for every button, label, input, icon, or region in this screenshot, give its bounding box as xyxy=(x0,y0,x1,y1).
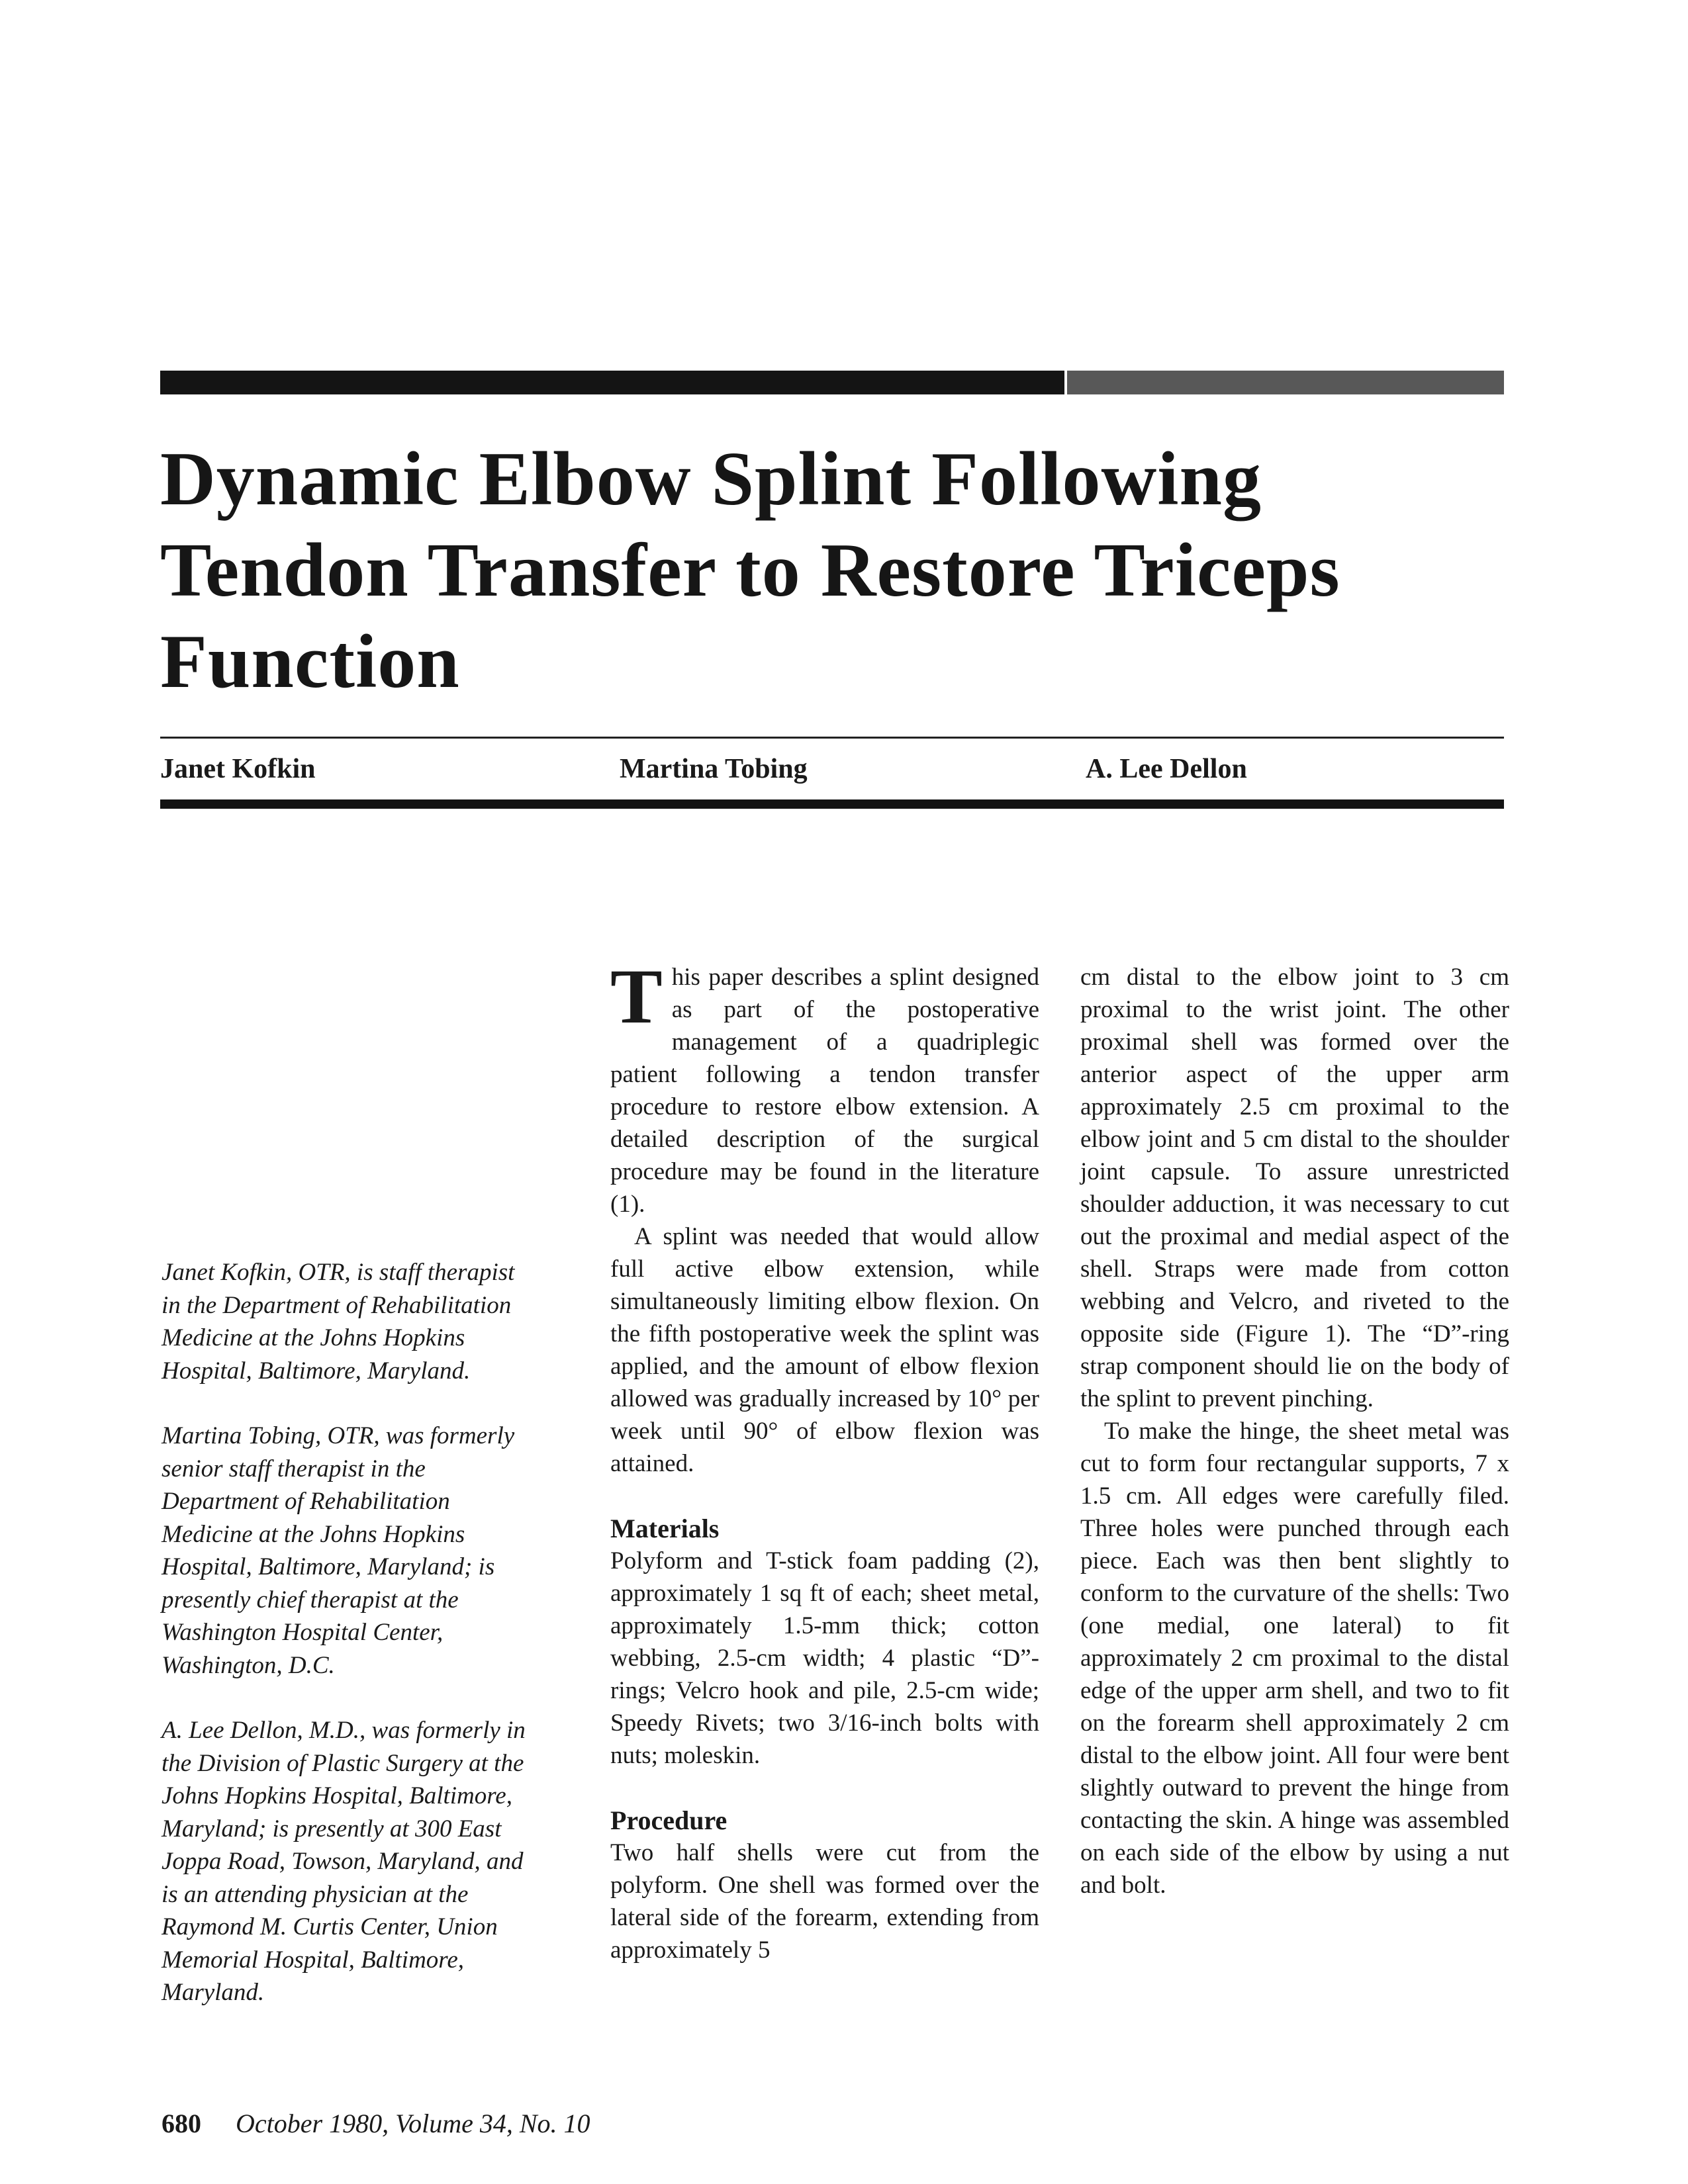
header-bar-grey-segment xyxy=(1067,371,1504,394)
author-line xyxy=(160,753,1504,786)
procedure-paragraph-2: To make the hinge, the sheet metal was cut to form four rectangular supports, 7 x 1.5 cm. All edges were carefully filed. Three holes were punched through each piece. Each was then bent slightly to conform to the curvature of the shells: Two (one medial, one lateral) to fit approximately 2 cm proximal to the distal edge of the upper arm shell, and two to fit on the forearm shell approximately 2 cm distal to the elbow joint. All four were bent slightly outward to prevent the hinge from contacting the skin. A hinge was assembled on each side of the elbow by using a nut and bolt. xyxy=(1080,1418,1509,1899)
page-footer xyxy=(162,2108,590,2139)
procedure-paragraph-start: Two half shells were cut from the polyform. One shell was formed over the lateral side of the forearm, extending from approximately 5 xyxy=(610,1839,1039,1964)
intro-text: his paper describes a splint designed as part of the postoperative management of a quadriplegic patient following a tendon transfer procedure to restore elbow extension. A detailed description of the surgical procedure may be found in the literature (1). xyxy=(610,964,1039,1218)
author-rule-bottom xyxy=(160,799,1504,809)
intro-paragraph xyxy=(610,953,1039,1220)
affiliation-note: A. Lee Dellon, M.D., was formerly in the Division of Plastic Surgery at the Johns Hopkins Hospital, Baltimore, Maryland; is presently at 300 East Joppa Road, Towson, Maryland, and is an attending physician at the Raymond M. Curtis Center, Union Memorial Hospital, Baltimore, Maryland. xyxy=(162,1717,526,2006)
affiliation-note: Janet Kofkin, OTR, is staff therapist in the Department of Rehabilitation Medicine at the Johns Hopkins Hospital, Baltimore, Maryland. xyxy=(162,1259,515,1385)
procedure-paragraph-continued: cm distal to the elbow joint to 3 cm proximal to the wrist joint. The other proximal shell was formed over the anterior aspect of the upper arm approximately 2.5 cm proximal to the elbow joint and 5 cm distal to the shoulder joint capsule. To assure unrestricted shoulder adduction, it was necessary to cut out the proximal and medial aspect of the shell. Straps were made from cotton webbing and Velcro, and riveted to the opposite side (Figure 1). The “D”-ring strap component should lie on the body of the splint to prevent pinching. xyxy=(1080,964,1509,1412)
intro-paragraph-2: A splint was needed that would allow full active elbow extension, while simultaneously limiting elbow flexion. On the fifth postoperative week the splint was applied, and the amount of elbow flexion allowed was gradually increased by 10° per week until 90° of elbow flexion was attained. xyxy=(610,1223,1039,1477)
author-rule-top xyxy=(160,737,1504,739)
materials-paragraph: Polyform and T-stick foam padding (2), approximately 1 sq ft of each; sheet metal, approximately 1.5-mm thick; cotton webbing, 2.5-cm width; 4 plastic “D”-rings; Velcro hook and pile, 2.5-cm wide; Speedy Rivets; two 3/16-inch bolts with nuts; moleskin. xyxy=(610,1547,1039,1769)
drop-cap: T xyxy=(610,953,663,1040)
body-column-middle xyxy=(610,953,1039,1966)
header-bar-dark-segment xyxy=(160,371,1064,394)
section-heading-materials: Materials xyxy=(610,1514,720,1543)
section-heading-procedure: Procedure xyxy=(610,1805,727,1835)
author-name: Janet Kofkin xyxy=(160,754,316,784)
article-title: Dynamic Elbow Splint Following Tendon Transfer to Restore Triceps Function xyxy=(160,437,1340,704)
affiliation-note: Martina Tobing, OTR, was formerly senior staff therapist in the Department of Rehabilitation Medicine at the Johns Hopkins Hospital, Baltimore, Maryland; is presently chief therapist at the Washington Hospital Center, Washington, D.C. xyxy=(162,1422,515,1679)
issue-info: October 1980, Volume 34, No. 10 xyxy=(236,2109,590,2138)
affiliations-column xyxy=(162,1256,532,2042)
header-bar xyxy=(160,371,1504,394)
author-name: Martina Tobing xyxy=(620,754,808,784)
page-number: 680 xyxy=(162,2109,201,2138)
author-name: A. Lee Dellon xyxy=(1086,754,1247,784)
body-column-right xyxy=(1080,961,1509,1901)
